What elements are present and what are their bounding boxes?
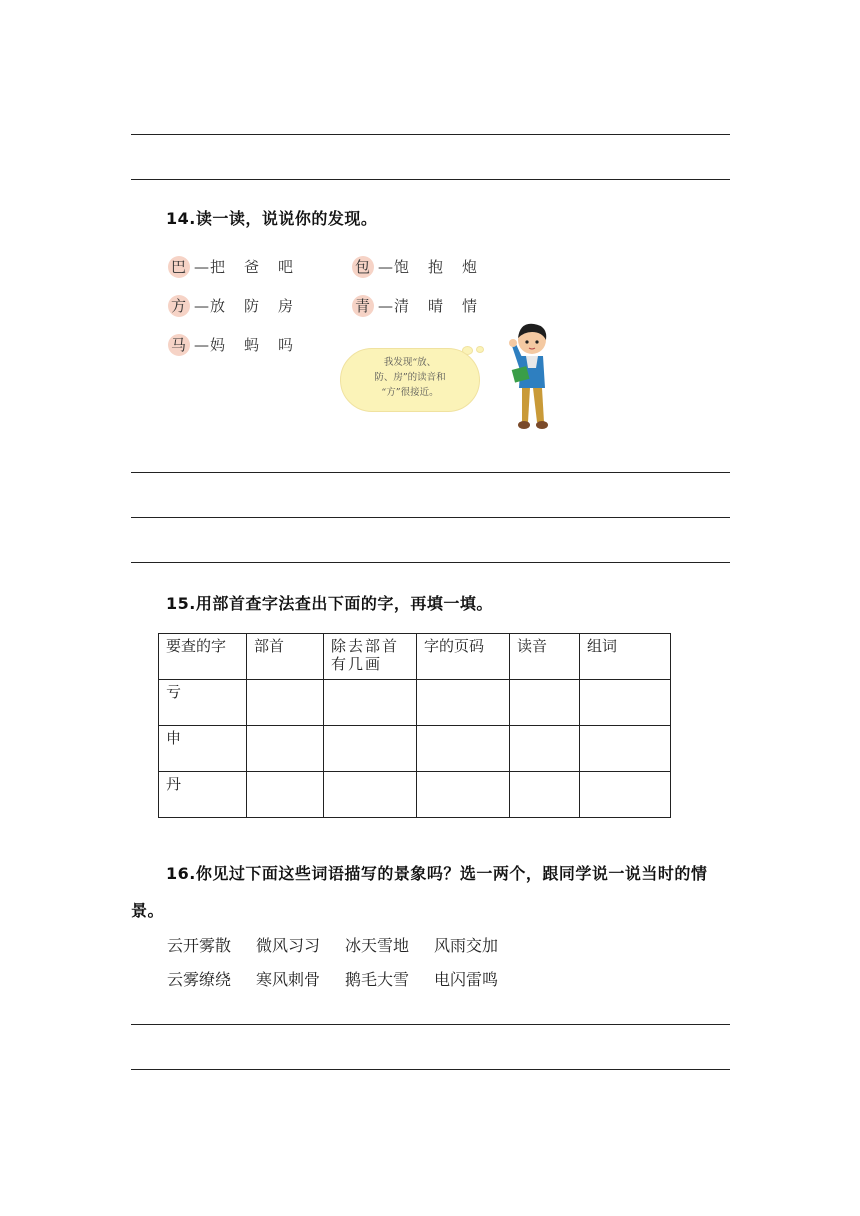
char-cell: 亏 — [159, 680, 247, 726]
fill-cell[interactable] — [580, 726, 671, 772]
header-cell: 组词 — [580, 634, 671, 680]
char-group-bao: 包 —饱 抱 炮 — [352, 256, 496, 278]
char-cell: 申 — [159, 726, 247, 772]
header-cell: 部首 — [247, 634, 324, 680]
phrase: 风雨交加 — [434, 936, 499, 955]
fill-cell[interactable] — [324, 680, 417, 726]
fill-cell[interactable] — [247, 680, 324, 726]
q16-title-line2: 景。 — [131, 901, 165, 920]
phrase-row-2 — [167, 967, 523, 990]
phrase: 鹅毛大雪 — [345, 970, 410, 989]
root-char: 青 — [352, 295, 374, 317]
fill-cell[interactable] — [580, 680, 671, 726]
char-group-qing: 青 —清 晴 情 — [352, 295, 496, 317]
phrase: 寒风刺骨 — [256, 970, 321, 989]
fill-cell[interactable] — [324, 726, 417, 772]
root-char: 包 — [352, 256, 374, 278]
answer-line — [131, 472, 730, 473]
answer-line — [131, 1069, 730, 1070]
phrase: 云开雾散 — [167, 936, 232, 955]
fill-cell[interactable] — [510, 680, 580, 726]
answer-line — [131, 179, 730, 180]
boy-illustration — [500, 320, 562, 432]
char-group-ma: 马 —妈 蚂 吗 — [168, 334, 312, 356]
answer-line — [131, 134, 730, 135]
thought-bubble: 我发现“放、 防、房”的读音和 “方”很接近。 — [340, 348, 480, 412]
header-cell: 除去部首有几画 — [324, 634, 417, 680]
char-cell: 丹 — [159, 772, 247, 818]
fill-cell[interactable] — [510, 772, 580, 818]
header-cell: 读音 — [510, 634, 580, 680]
q16-title-line1: 16.你见过下面这些词语描写的景象吗？选一两个，跟同学说一说当时的情 — [166, 864, 708, 883]
fill-cell[interactable] — [417, 680, 510, 726]
header-cell: 字的页码 — [417, 634, 510, 680]
root-char: 马 — [168, 334, 190, 356]
char-group-fang: 方 —放 防 房 — [168, 295, 312, 317]
answer-line — [131, 517, 730, 518]
phrase: 云雾缭绕 — [167, 970, 232, 989]
root-char: 巴 — [168, 256, 190, 278]
fill-cell[interactable] — [324, 772, 417, 818]
header-cell: 要查的字 — [159, 634, 247, 680]
table-row — [159, 772, 671, 818]
table-row — [159, 726, 671, 772]
q15-title: 15.用部首查字法查出下面的字，再填一填。 — [166, 594, 493, 613]
fill-cell[interactable] — [417, 772, 510, 818]
phrase: 冰天雪地 — [345, 936, 410, 955]
table-header-row — [159, 634, 671, 680]
phrase-row-1 — [167, 933, 523, 956]
answer-line — [131, 1024, 730, 1025]
answer-line — [131, 562, 730, 563]
radical-lookup-table — [158, 633, 671, 818]
fill-cell[interactable] — [580, 772, 671, 818]
bubble-dot — [476, 346, 484, 353]
fill-cell[interactable] — [417, 726, 510, 772]
fill-cell[interactable] — [247, 726, 324, 772]
table-row — [159, 680, 671, 726]
root-char: 方 — [168, 295, 190, 317]
phrase: 微风习习 — [256, 936, 321, 955]
phrase: 电闪雷鸣 — [434, 970, 499, 989]
fill-cell[interactable] — [510, 726, 580, 772]
q14-title: 14.读一读，说说你的发现。 — [166, 209, 378, 228]
char-group-ba: 巴 —把 爸 吧 — [168, 256, 312, 278]
fill-cell[interactable] — [247, 772, 324, 818]
